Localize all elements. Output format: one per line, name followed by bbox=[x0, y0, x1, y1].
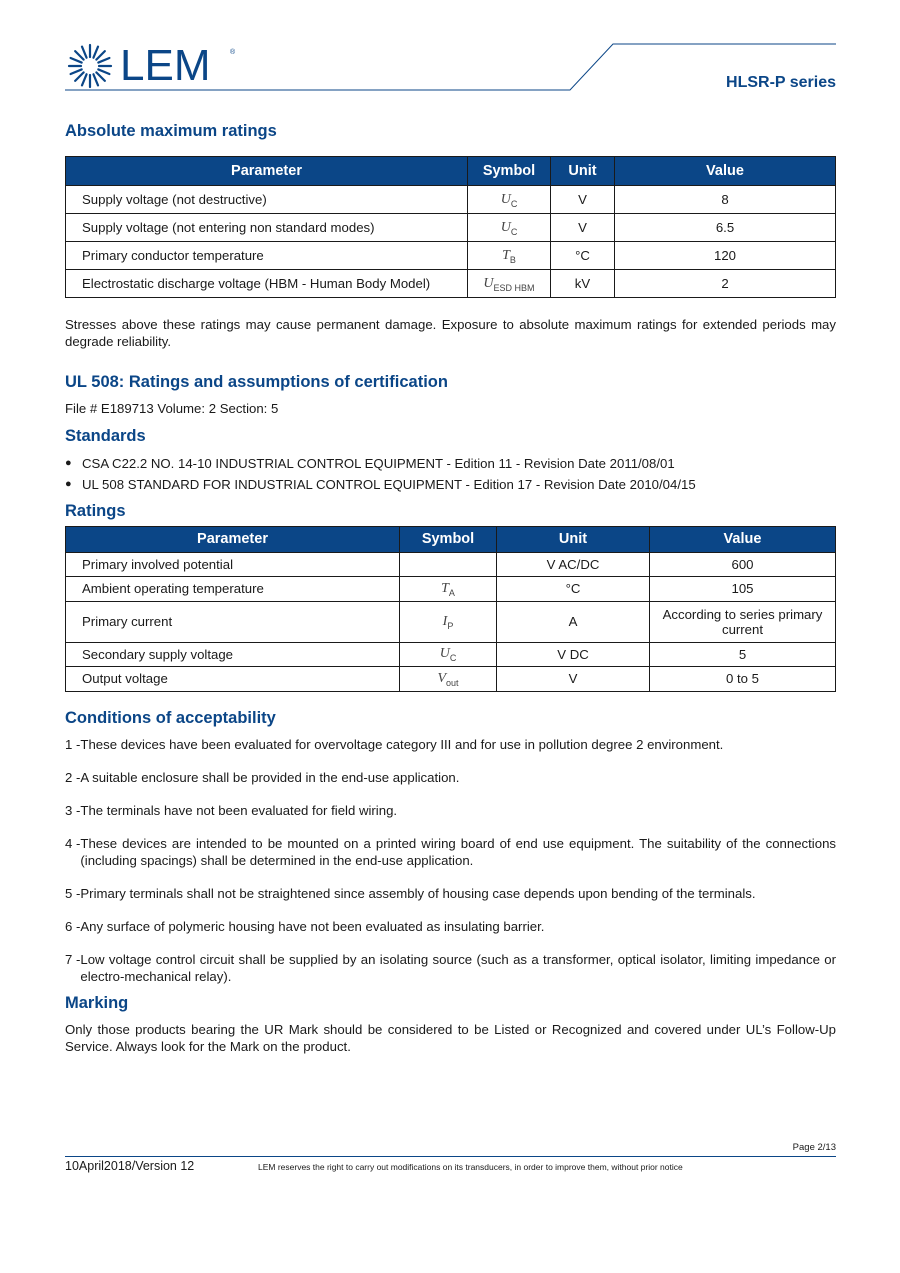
condition-number: 1 - bbox=[65, 736, 81, 752]
condition-text: Primary terminals shall not be straightened since assembly of housing case depends upon bending of the terminals. bbox=[80, 885, 756, 901]
symbol-letter: V bbox=[437, 670, 447, 686]
condition-item bbox=[65, 769, 836, 786]
symbol-cell bbox=[400, 577, 497, 602]
symbol-subscript: P bbox=[447, 620, 454, 631]
symbol-letter: I bbox=[442, 613, 448, 629]
ratings-heading: Ratings bbox=[65, 501, 126, 520]
condition-item bbox=[65, 802, 836, 819]
svg-text:®: ® bbox=[230, 49, 236, 56]
page-number: Page 2/13 bbox=[792, 1142, 836, 1153]
column-header: Symbol bbox=[468, 157, 551, 186]
symbol-subscript: C bbox=[449, 653, 457, 664]
condition-number: 3 - bbox=[65, 802, 81, 818]
symbol-cell bbox=[400, 601, 497, 642]
condition-item bbox=[65, 736, 836, 753]
table-row bbox=[66, 577, 836, 602]
symbol-subscript: C bbox=[510, 226, 518, 237]
param-cell: Primary current bbox=[66, 601, 400, 642]
symbol-cell bbox=[468, 270, 551, 298]
table-row bbox=[66, 242, 836, 270]
param-cell: Primary conductor temperature bbox=[66, 242, 468, 270]
condition-number: 6 - bbox=[65, 918, 81, 934]
unit-cell: A bbox=[497, 601, 650, 642]
param-cell: Supply voltage (not entering non standard modes) bbox=[66, 214, 468, 242]
column-header: Symbol bbox=[400, 526, 497, 552]
list-item: ● UL 508 STANDARD FOR INDUSTRIAL CONTROL EQUIPMENT - Edition 17 - Revision Date 2010/04/15 bbox=[65, 476, 696, 492]
condition-text: Low voltage control circuit shall be supplied by an isolating source (such as a transformer, optical isolator, limiting impedance or electro-mechanical relay). bbox=[80, 951, 836, 984]
symbol-cell bbox=[400, 552, 497, 577]
abs-max-table bbox=[65, 156, 836, 298]
standards-heading: Standards bbox=[65, 427, 146, 445]
conditions-heading: Conditions of acceptability bbox=[65, 708, 276, 727]
abs-max-heading: Absolute maximum ratings bbox=[65, 122, 277, 140]
condition-text: A suitable enclosure shall be provided in the end-use application. bbox=[80, 769, 460, 785]
value-cell: 120 bbox=[615, 242, 836, 270]
symbol-cell bbox=[468, 214, 551, 242]
table-header-row bbox=[66, 157, 836, 186]
symbol-subscript: ESD HBM bbox=[493, 282, 535, 293]
symbol-letter: T bbox=[502, 247, 510, 263]
table-row bbox=[66, 601, 836, 642]
page-footer bbox=[65, 1142, 836, 1173]
ratings-table bbox=[65, 526, 836, 692]
symbol-letter: U bbox=[500, 191, 511, 207]
standards-list bbox=[65, 455, 836, 493]
symbol-cell bbox=[400, 642, 497, 667]
table-row bbox=[66, 667, 836, 692]
column-header: Value bbox=[615, 157, 836, 186]
value-cell: 8 bbox=[615, 186, 836, 214]
symbol-letter: T bbox=[441, 580, 449, 596]
condition-number: 4 - bbox=[65, 835, 81, 851]
column-header: Unit bbox=[551, 157, 615, 186]
unit-cell: V bbox=[551, 214, 615, 242]
condition-text: Any surface of polymeric housing have not been evaluated as insulating barrier. bbox=[80, 918, 545, 934]
value-cell: 0 to 5 bbox=[650, 667, 836, 692]
param-cell: Secondary supply voltage bbox=[66, 642, 400, 667]
table-header-row bbox=[66, 526, 836, 552]
condition-item bbox=[65, 885, 836, 902]
unit-cell: V AC/DC bbox=[497, 552, 650, 577]
ul-heading: UL 508: Ratings and assumptions of certification bbox=[65, 373, 448, 391]
value-cell: 600 bbox=[650, 552, 836, 577]
condition-number: 2 - bbox=[65, 769, 81, 785]
symbol-subscript: out bbox=[446, 677, 459, 688]
svg-text:LEM: LEM bbox=[120, 42, 211, 90]
unit-cell: °C bbox=[551, 242, 615, 270]
value-cell: According to series primary current bbox=[650, 601, 836, 642]
ul-file-number: File # E189713 Volume: 2 Section: 5 bbox=[65, 401, 279, 416]
condition-number: 5 - bbox=[65, 885, 81, 901]
footer-rule bbox=[65, 1156, 836, 1157]
condition-item bbox=[65, 918, 836, 935]
symbol-cell bbox=[468, 242, 551, 270]
param-cell: Output voltage bbox=[66, 667, 400, 692]
condition-number: 7 - bbox=[65, 951, 81, 967]
list-item: ● CSA C22.2 NO. 14-10 INDUSTRIAL CONTROL EQUIPMENT - Edition 11 - Revision Date 2011/08/01 bbox=[65, 456, 675, 471]
marking-heading: Marking bbox=[65, 993, 129, 1012]
table-row bbox=[66, 552, 836, 577]
table-row bbox=[66, 642, 836, 667]
value-cell: 6.5 bbox=[615, 214, 836, 242]
abs-max-note: Stresses above these ratings may cause permanent damage. Exposure to absolute maximum ratings for extended periods may degrade reliability. bbox=[65, 317, 836, 349]
column-header: Parameter bbox=[66, 157, 468, 186]
unit-cell: °C bbox=[497, 577, 650, 602]
marking-text: Only those products bearing the UR Mark should be considered to be Listed or Recognized and covered under UL’s Follow-Up Service. Always look for the Mark on the product. bbox=[65, 1021, 836, 1054]
condition-text: These devices are intended to be mounted on a printed wiring board of end use equipment. The suitability of the connections (including spacings) shall be determined in the end-use application. bbox=[80, 835, 836, 868]
conditions-list bbox=[65, 736, 836, 985]
condition-text: These devices have been evaluated for overvoltage category III and for use in pollution degree 2 environment. bbox=[80, 736, 724, 752]
value-cell: 105 bbox=[650, 577, 836, 602]
unit-cell: V bbox=[551, 186, 615, 214]
param-cell: Supply voltage (not destructive) bbox=[66, 186, 468, 214]
column-header: Parameter bbox=[66, 526, 400, 552]
condition-item bbox=[65, 951, 836, 985]
symbol-subscript: C bbox=[510, 198, 518, 209]
page-header bbox=[0, 0, 900, 100]
symbol-cell bbox=[468, 186, 551, 214]
series-title: HLSR-P series bbox=[726, 74, 836, 91]
condition-text: The terminals have not been evaluated for field wiring. bbox=[80, 802, 398, 818]
table-row bbox=[66, 214, 836, 242]
unit-cell: V bbox=[497, 667, 650, 692]
unit-cell: kV bbox=[551, 270, 615, 298]
table-row bbox=[66, 186, 836, 214]
unit-cell: V DC bbox=[497, 642, 650, 667]
value-cell: 5 bbox=[650, 642, 836, 667]
param-cell: Ambient operating temperature bbox=[66, 577, 400, 602]
value-cell: 2 bbox=[615, 270, 836, 298]
symbol-subscript: A bbox=[448, 587, 455, 598]
param-cell: Primary involved potential bbox=[66, 552, 400, 577]
condition-item bbox=[65, 835, 836, 869]
main-content bbox=[65, 122, 836, 1055]
symbol-subscript: B bbox=[509, 254, 516, 265]
table-row bbox=[66, 270, 836, 298]
footer-notice: LEM reserves the right to carry out modifications on its transducers, in order to improve them, without prior notice bbox=[258, 1162, 683, 1172]
param-cell: Electrostatic discharge voltage (HBM - Human Body Model) bbox=[66, 270, 468, 298]
symbol-letter: U bbox=[500, 219, 511, 235]
version-label: 10April2018/Version 12 bbox=[65, 1159, 195, 1173]
column-header: Value bbox=[650, 526, 836, 552]
symbol-letter: U bbox=[439, 646, 450, 662]
symbol-cell bbox=[400, 667, 497, 692]
symbol-letter: U bbox=[483, 275, 494, 291]
column-header: Unit bbox=[497, 526, 650, 552]
